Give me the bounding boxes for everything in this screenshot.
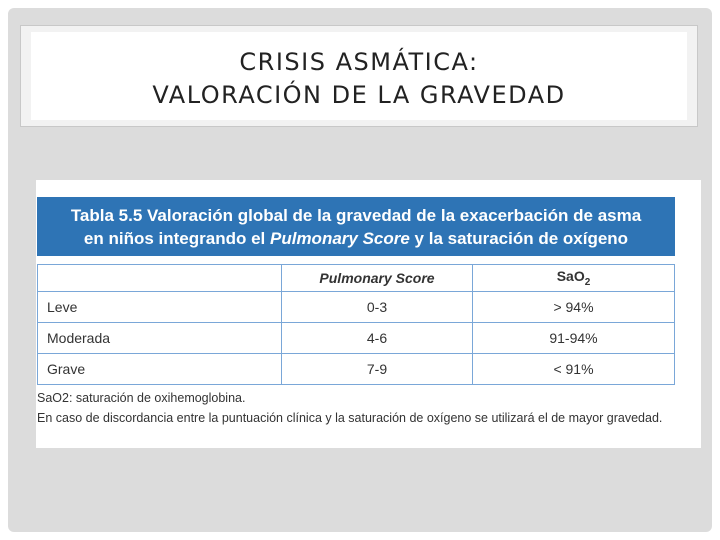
cell-sao2: < 91% <box>473 354 675 385</box>
cell-severity-label: Leve <box>38 292 282 323</box>
cell-score: 4-6 <box>282 323 473 354</box>
table-footnote-2: En caso de discordancia entre la puntuación clínica y la saturación de oxígeno se utilizará el de mayor gravedad. <box>37 411 663 425</box>
title-placeholder <box>20 25 698 127</box>
table-caption <box>37 197 675 256</box>
table-caption-line2 <box>37 227 675 250</box>
title-inner-box <box>31 32 687 120</box>
slide-title-line2: VALORACIÓN DE LA GRAVEDAD <box>152 81 566 109</box>
severity-table <box>37 264 675 385</box>
table-header-row <box>38 265 675 292</box>
cell-severity-label: Grave <box>38 354 282 385</box>
table-footnote-1: SaO2: saturación de oxihemoglobina. <box>37 391 246 405</box>
header-cell-empty <box>38 265 282 292</box>
slide-title <box>31 46 687 112</box>
slide-title-line1: CRISIS ASMÁTICA: <box>239 48 479 76</box>
table-caption-line1: Tabla 5.5 Valoración global de la gravedad de la exacerbación de asma <box>70 206 642 225</box>
table-row <box>38 323 675 354</box>
table-row <box>38 354 675 385</box>
cell-sao2: 91-94% <box>473 323 675 354</box>
caption-text-after: y la saturación de oxígeno <box>409 229 629 248</box>
header-cell-pulmonary-score: Pulmonary Score <box>282 265 473 292</box>
cell-score: 0-3 <box>282 292 473 323</box>
caption-text-before: en niños integrando el <box>83 229 270 248</box>
table-row <box>38 292 675 323</box>
header-cell-sao2: SaO$_2$ <box>473 265 675 292</box>
cell-sao2: > 94% <box>473 292 675 323</box>
cell-score: 7-9 <box>282 354 473 385</box>
caption-text-italic: Pulmonary Score <box>270 229 410 248</box>
cell-severity-label: Moderada <box>38 323 282 354</box>
